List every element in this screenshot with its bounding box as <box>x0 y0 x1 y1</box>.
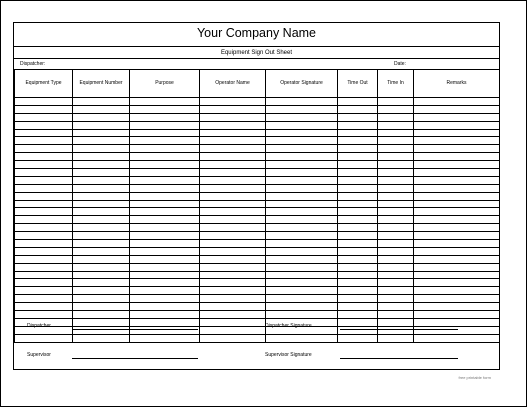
table-cell[interactable] <box>130 279 200 287</box>
table-cell[interactable] <box>73 287 130 295</box>
table-cell[interactable] <box>266 184 338 192</box>
table-cell[interactable] <box>73 295 130 303</box>
table-cell[interactable] <box>266 121 338 129</box>
table-cell[interactable] <box>266 169 338 177</box>
table-cell[interactable] <box>266 311 338 319</box>
table-cell[interactable] <box>200 153 266 161</box>
table-cell[interactable] <box>200 184 266 192</box>
table-cell[interactable] <box>15 105 73 113</box>
table-cell[interactable] <box>414 184 500 192</box>
table-cell[interactable] <box>338 137 378 145</box>
table-cell[interactable] <box>338 105 378 113</box>
table-cell[interactable] <box>338 176 378 184</box>
table-cell[interactable] <box>378 287 414 295</box>
table-cell[interactable] <box>130 176 200 184</box>
table-cell[interactable] <box>73 192 130 200</box>
table-cell[interactable] <box>378 232 414 240</box>
table-cell[interactable] <box>73 161 130 169</box>
table-cell[interactable] <box>266 247 338 255</box>
table-cell[interactable] <box>378 200 414 208</box>
dispatcher-label: Dispatcher: <box>20 61 46 67</box>
table-cell[interactable] <box>15 137 73 145</box>
table-cell[interactable] <box>73 232 130 240</box>
table-cell[interactable] <box>378 263 414 271</box>
table-cell[interactable] <box>73 200 130 208</box>
table-cell[interactable] <box>130 247 200 255</box>
table-cell[interactable] <box>266 176 338 184</box>
table-row <box>15 137 500 145</box>
table-cell[interactable] <box>130 232 200 240</box>
table-cell[interactable] <box>73 137 130 145</box>
table-row <box>15 232 500 240</box>
table-cell[interactable] <box>73 247 130 255</box>
table-cell[interactable] <box>338 271 378 279</box>
table-cell[interactable] <box>266 224 338 232</box>
table-cell[interactable] <box>338 326 378 334</box>
table-cell[interactable] <box>73 169 130 177</box>
table-cell[interactable] <box>15 200 73 208</box>
table-cell[interactable] <box>266 161 338 169</box>
table-cell[interactable] <box>130 263 200 271</box>
table-cell[interactable] <box>414 326 500 334</box>
table-cell[interactable] <box>200 318 266 326</box>
table-cell[interactable] <box>200 121 266 129</box>
table-cell[interactable] <box>200 192 266 200</box>
table-header-row <box>15 70 500 98</box>
table-cell[interactable] <box>414 161 500 169</box>
table-cell[interactable] <box>266 113 338 121</box>
table-cell[interactable] <box>15 216 73 224</box>
table-body <box>15 98 500 343</box>
table-row <box>15 255 500 263</box>
table-cell[interactable] <box>15 161 73 169</box>
table-row <box>15 105 500 113</box>
table-cell[interactable] <box>338 113 378 121</box>
table-cell[interactable] <box>414 121 500 129</box>
table-cell[interactable] <box>338 311 378 319</box>
table-cell[interactable] <box>73 224 130 232</box>
table-cell[interactable] <box>73 105 130 113</box>
table-cell[interactable] <box>200 295 266 303</box>
table-row <box>15 153 500 161</box>
table-cell[interactable] <box>73 98 130 106</box>
table-cell[interactable] <box>200 255 266 263</box>
table-cell[interactable] <box>414 240 500 248</box>
column-header: Remarks <box>414 70 500 98</box>
table-cell[interactable] <box>73 240 130 248</box>
table-cell[interactable] <box>15 145 73 153</box>
table-cell[interactable] <box>378 247 414 255</box>
table-cell[interactable] <box>414 137 500 145</box>
table-cell[interactable] <box>73 121 130 129</box>
table-row <box>15 279 500 287</box>
table-cell[interactable] <box>378 176 414 184</box>
table-cell[interactable] <box>338 208 378 216</box>
table-cell[interactable] <box>15 224 73 232</box>
table-cell[interactable] <box>414 200 500 208</box>
table-cell[interactable] <box>338 247 378 255</box>
table-cell[interactable] <box>15 184 73 192</box>
table-row <box>15 176 500 184</box>
table-cell[interactable] <box>200 279 266 287</box>
table-cell[interactable] <box>338 121 378 129</box>
table-cell[interactable] <box>73 318 130 326</box>
table-cell[interactable] <box>338 184 378 192</box>
table-cell[interactable] <box>15 176 73 184</box>
table-cell[interactable] <box>73 326 130 334</box>
table-row <box>15 334 500 342</box>
table-cell[interactable] <box>266 105 338 113</box>
table-cell[interactable] <box>378 208 414 216</box>
table-cell[interactable] <box>130 105 200 113</box>
footer-dispatcher-signature-label: Dispatcher Signature <box>265 323 312 329</box>
table-cell[interactable] <box>414 216 500 224</box>
table-cell[interactable] <box>266 295 338 303</box>
table-cell[interactable] <box>266 271 338 279</box>
table-cell[interactable] <box>130 271 200 279</box>
table-cell[interactable] <box>200 129 266 137</box>
table-cell[interactable] <box>266 255 338 263</box>
table-cell[interactable] <box>73 153 130 161</box>
table-cell[interactable] <box>200 145 266 153</box>
table-cell[interactable] <box>130 200 200 208</box>
table-cell[interactable] <box>378 224 414 232</box>
table-cell[interactable] <box>378 184 414 192</box>
table-row <box>15 192 500 200</box>
table-cell[interactable] <box>130 113 200 121</box>
table-row <box>15 240 500 248</box>
table-cell[interactable] <box>200 208 266 216</box>
table-cell[interactable] <box>338 240 378 248</box>
table-cell[interactable] <box>266 240 338 248</box>
table-cell[interactable] <box>130 192 200 200</box>
table-cell[interactable] <box>414 263 500 271</box>
dispatcher-sign-line[interactable] <box>72 329 198 330</box>
supervisor-signature-line[interactable] <box>340 358 458 359</box>
table-cell[interactable] <box>200 271 266 279</box>
table-cell[interactable] <box>200 161 266 169</box>
table-cell[interactable] <box>130 295 200 303</box>
table-cell[interactable] <box>130 326 200 334</box>
table-row <box>15 247 500 255</box>
table-cell[interactable] <box>15 240 73 248</box>
table-cell[interactable] <box>73 184 130 192</box>
table-cell[interactable] <box>266 287 338 295</box>
table-cell[interactable] <box>378 145 414 153</box>
column-header: Purpose <box>130 70 200 98</box>
table-row <box>15 161 500 169</box>
table-cell[interactable] <box>200 113 266 121</box>
table-cell[interactable] <box>15 129 73 137</box>
table-cell[interactable] <box>73 279 130 287</box>
table-cell[interactable] <box>414 153 500 161</box>
table-row <box>15 295 500 303</box>
table-cell[interactable] <box>73 129 130 137</box>
table-cell[interactable] <box>338 153 378 161</box>
table-cell[interactable] <box>378 334 414 342</box>
table-cell[interactable] <box>15 98 73 106</box>
table-row <box>15 208 500 216</box>
table-cell[interactable] <box>378 105 414 113</box>
table-cell[interactable] <box>130 318 200 326</box>
table-cell[interactable] <box>200 216 266 224</box>
table-cell[interactable] <box>378 137 414 145</box>
table-cell[interactable] <box>338 263 378 271</box>
table-cell[interactable] <box>15 247 73 255</box>
table-cell[interactable] <box>130 255 200 263</box>
table-row <box>15 98 500 106</box>
table-cell[interactable] <box>414 208 500 216</box>
table-cell[interactable] <box>338 192 378 200</box>
table-cell[interactable] <box>266 129 338 137</box>
table-cell[interactable] <box>73 113 130 121</box>
table-cell[interactable] <box>338 287 378 295</box>
table-cell[interactable] <box>414 279 500 287</box>
table-cell[interactable] <box>338 161 378 169</box>
table-row <box>15 311 500 319</box>
table-cell[interactable] <box>338 279 378 287</box>
table-cell[interactable] <box>130 145 200 153</box>
table-cell[interactable] <box>414 311 500 319</box>
table-cell[interactable] <box>266 192 338 200</box>
table-cell[interactable] <box>73 334 130 342</box>
table-row <box>15 326 500 334</box>
table-cell[interactable] <box>15 169 73 177</box>
table-cell[interactable] <box>130 161 200 169</box>
table-cell[interactable] <box>200 176 266 184</box>
table-cell[interactable] <box>130 153 200 161</box>
table-cell[interactable] <box>130 98 200 106</box>
company-name: Your Company Name <box>196 26 317 40</box>
table-cell[interactable] <box>200 169 266 177</box>
table-cell[interactable] <box>15 192 73 200</box>
table-cell[interactable] <box>130 216 200 224</box>
equipment-table <box>14 69 500 343</box>
table-cell[interactable] <box>378 303 414 311</box>
table-cell[interactable] <box>200 287 266 295</box>
table-cell[interactable] <box>266 137 338 145</box>
table-cell[interactable] <box>338 295 378 303</box>
table-cell[interactable] <box>414 129 500 137</box>
table-cell[interactable] <box>15 255 73 263</box>
table-cell[interactable] <box>200 98 266 106</box>
form-title: Equipment Sign Out Sheet <box>14 46 499 59</box>
table-cell[interactable] <box>15 311 73 319</box>
table-cell[interactable] <box>266 334 338 342</box>
table-cell[interactable] <box>414 334 500 342</box>
table-cell[interactable] <box>414 318 500 326</box>
table-cell[interactable] <box>414 113 500 121</box>
table-cell[interactable] <box>414 145 500 153</box>
table-cell[interactable] <box>15 334 73 342</box>
table-cell[interactable] <box>130 334 200 342</box>
table-cell[interactable] <box>378 318 414 326</box>
table-cell[interactable] <box>130 303 200 311</box>
table-cell[interactable] <box>378 121 414 129</box>
table-cell[interactable] <box>378 216 414 224</box>
table-cell[interactable] <box>378 161 414 169</box>
table-row <box>15 303 500 311</box>
table-cell[interactable] <box>15 263 73 271</box>
table-cell[interactable] <box>378 240 414 248</box>
table-cell[interactable] <box>130 287 200 295</box>
table-cell[interactable] <box>200 311 266 319</box>
table-cell[interactable] <box>378 326 414 334</box>
table-cell[interactable] <box>414 224 500 232</box>
table-cell[interactable] <box>414 287 500 295</box>
table-cell[interactable] <box>15 287 73 295</box>
supervisor-sign-line[interactable] <box>72 358 198 359</box>
table-cell[interactable] <box>200 240 266 248</box>
table-cell[interactable] <box>414 255 500 263</box>
table-row <box>15 169 500 177</box>
table-cell[interactable] <box>266 145 338 153</box>
table-cell[interactable] <box>15 303 73 311</box>
table-cell[interactable] <box>200 326 266 334</box>
table-row <box>15 145 500 153</box>
table-cell[interactable] <box>414 232 500 240</box>
table-cell[interactable] <box>338 255 378 263</box>
column-header: Operator Name <box>200 70 266 98</box>
date-label: Date: <box>394 61 406 67</box>
table-row <box>15 113 500 121</box>
table-row <box>15 287 500 295</box>
table-row <box>15 271 500 279</box>
table-cell[interactable] <box>130 169 200 177</box>
table-cell[interactable] <box>378 129 414 137</box>
table-cell[interactable] <box>130 240 200 248</box>
footer-supervisor-label: Supervisor <box>27 352 51 358</box>
table-cell[interactable] <box>15 121 73 129</box>
table-cell[interactable] <box>266 208 338 216</box>
table-cell[interactable] <box>200 303 266 311</box>
table-cell[interactable] <box>414 271 500 279</box>
table-cell[interactable] <box>200 137 266 145</box>
table-cell[interactable] <box>266 263 338 271</box>
table-cell[interactable] <box>266 153 338 161</box>
table-cell[interactable] <box>378 113 414 121</box>
table-cell[interactable] <box>378 153 414 161</box>
table-cell[interactable] <box>378 295 414 303</box>
table-cell[interactable] <box>73 208 130 216</box>
table-cell[interactable] <box>73 255 130 263</box>
table-cell[interactable] <box>266 216 338 224</box>
table-cell[interactable] <box>200 232 266 240</box>
table-cell[interactable] <box>15 232 73 240</box>
table-cell[interactable] <box>414 295 500 303</box>
credit-text: free printable form <box>458 375 491 380</box>
column-header: Operator Signature <box>266 70 338 98</box>
column-header: Time In <box>378 70 414 98</box>
table-cell[interactable] <box>338 303 378 311</box>
table-cell[interactable] <box>338 224 378 232</box>
table-cell[interactable] <box>414 192 500 200</box>
table-cell[interactable] <box>73 145 130 153</box>
table-cell[interactable] <box>200 105 266 113</box>
table-cell[interactable] <box>414 98 500 106</box>
table-cell[interactable] <box>200 263 266 271</box>
table-cell[interactable] <box>200 200 266 208</box>
table-cell[interactable] <box>414 247 500 255</box>
table-cell[interactable] <box>378 271 414 279</box>
table-cell[interactable] <box>15 271 73 279</box>
table-cell[interactable] <box>130 121 200 129</box>
table-cell[interactable] <box>200 334 266 342</box>
table-cell[interactable] <box>15 279 73 287</box>
table-cell[interactable] <box>130 224 200 232</box>
table-cell[interactable] <box>266 279 338 287</box>
table-cell[interactable] <box>15 295 73 303</box>
table-cell[interactable] <box>338 129 378 137</box>
footer-supervisor-signature-label: Supervisor Signature <box>265 352 312 358</box>
table-cell[interactable] <box>338 200 378 208</box>
table-cell[interactable] <box>378 192 414 200</box>
table-cell[interactable] <box>266 232 338 240</box>
table-row <box>15 263 500 271</box>
table-cell[interactable] <box>130 311 200 319</box>
table-cell[interactable] <box>200 224 266 232</box>
table-row <box>15 224 500 232</box>
table-cell[interactable] <box>266 98 338 106</box>
table-cell[interactable] <box>73 311 130 319</box>
table-cell[interactable] <box>378 98 414 106</box>
table-cell[interactable] <box>130 208 200 216</box>
table-cell[interactable] <box>414 176 500 184</box>
table-cell[interactable] <box>338 216 378 224</box>
table-row <box>15 121 500 129</box>
footer-dispatcher-label: Dispatcher <box>27 323 51 329</box>
table-cell[interactable] <box>15 208 73 216</box>
table-cell[interactable] <box>266 303 338 311</box>
table-row <box>15 200 500 208</box>
table-cell[interactable] <box>414 105 500 113</box>
table-cell[interactable] <box>73 263 130 271</box>
column-header: Equipment Type <box>15 70 73 98</box>
column-header: Equipment Number <box>73 70 130 98</box>
table-cell[interactable] <box>378 255 414 263</box>
table-cell[interactable] <box>15 153 73 161</box>
table-cell[interactable] <box>338 169 378 177</box>
table-row <box>15 318 500 326</box>
table-cell[interactable] <box>338 98 378 106</box>
table-cell[interactable] <box>414 303 500 311</box>
table-cell[interactable] <box>378 169 414 177</box>
table-cell[interactable] <box>338 318 378 326</box>
table-cell[interactable] <box>73 271 130 279</box>
table-cell[interactable] <box>130 184 200 192</box>
table-cell[interactable] <box>130 137 200 145</box>
table-row <box>15 216 500 224</box>
table-cell[interactable] <box>130 129 200 137</box>
table-cell[interactable] <box>378 279 414 287</box>
table-cell[interactable] <box>378 311 414 319</box>
table-cell[interactable] <box>266 200 338 208</box>
table-cell[interactable] <box>338 232 378 240</box>
table-cell[interactable] <box>73 216 130 224</box>
table-cell[interactable] <box>73 303 130 311</box>
table-cell[interactable] <box>338 334 378 342</box>
table-row <box>15 184 500 192</box>
table-row <box>15 129 500 137</box>
table-cell[interactable] <box>414 169 500 177</box>
table-cell[interactable] <box>15 113 73 121</box>
table-cell[interactable] <box>338 145 378 153</box>
column-header: Time Out <box>338 70 378 98</box>
dispatcher-signature-line[interactable] <box>340 329 458 330</box>
table-cell[interactable] <box>200 247 266 255</box>
table-cell[interactable] <box>73 176 130 184</box>
